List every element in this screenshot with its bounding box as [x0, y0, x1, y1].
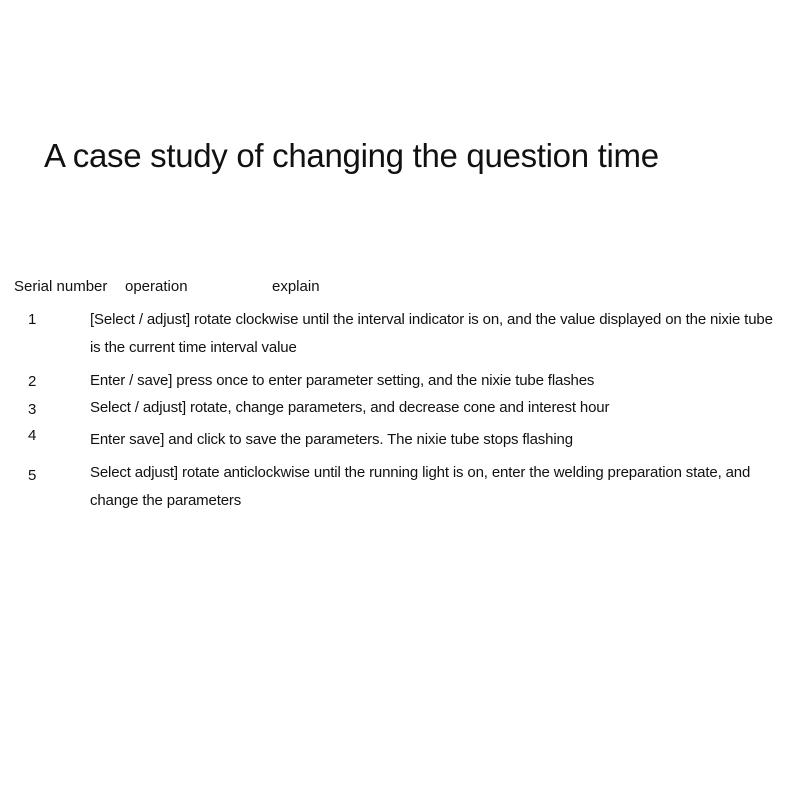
row-text: Select / adjust] rotate, change parameters, and decrease cone and interest hour	[90, 399, 610, 416]
page-title: A case study of changing the question time	[44, 137, 659, 174]
row-text: Enter / save] press once to enter parameter setting, and the nixie tube flashes	[90, 372, 595, 389]
row-number: 5	[28, 467, 37, 484]
row-text: Select adjust] rotate anticlockwise until the running light is on, enter the welding preparation state, and change the parameters	[90, 464, 751, 509]
row-number: 2	[28, 373, 37, 390]
header-serial-number: Serial number	[14, 278, 108, 295]
row-number: 4	[28, 427, 37, 444]
row-text: [Select / adjust] rotate clockwise until the interval indicator is on, and the value displayed on the nixie tube is the current time interval value	[90, 311, 773, 356]
row-text: Enter save] and click to save the parameters. The nixie tube stops flashing	[90, 431, 573, 448]
header-explain: explain	[272, 278, 320, 295]
header-operation: operation	[125, 278, 188, 295]
row-number: 1	[28, 311, 37, 328]
row-number: 3	[28, 401, 37, 418]
